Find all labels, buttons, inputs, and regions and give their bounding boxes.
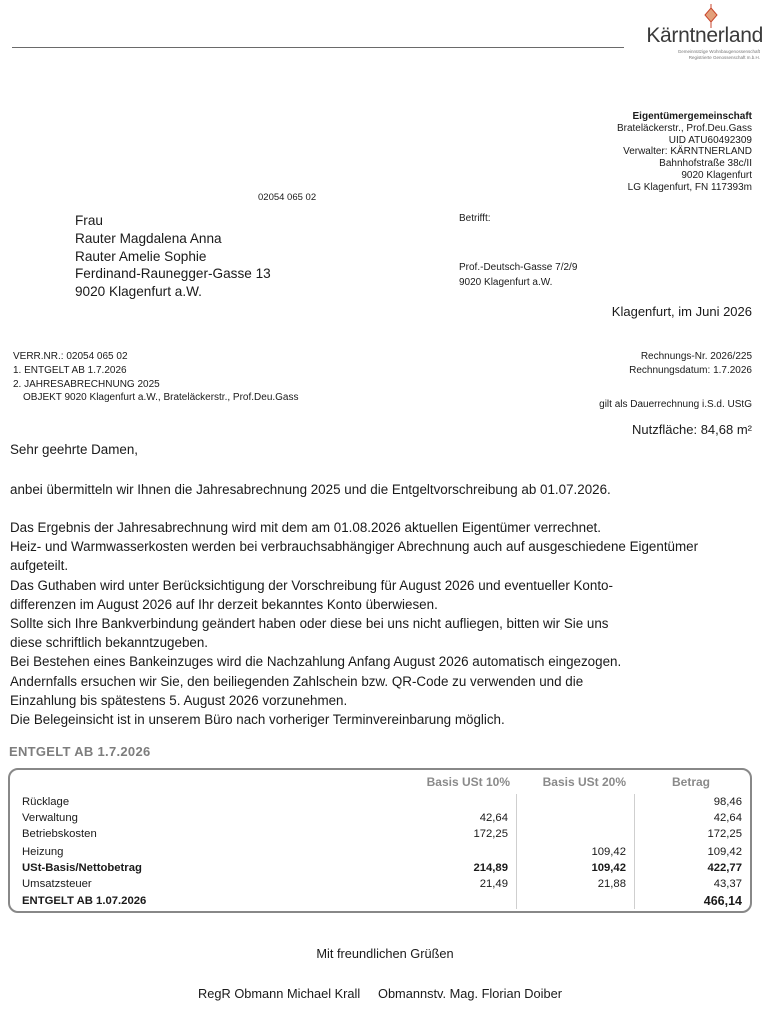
row-label: USt-Basis/Nettobetrag xyxy=(22,862,142,874)
sender-line: LG Klagenfurt, FN 117393m xyxy=(627,181,752,193)
table-row xyxy=(10,877,750,893)
cell-ust10: 172,25 xyxy=(473,828,508,840)
recipient-line: Rauter Magdalena Anna xyxy=(75,230,222,246)
invoice-info xyxy=(629,350,752,378)
reference-block xyxy=(13,350,299,405)
floor-area: Nutzfläche: 84,68 m² xyxy=(632,422,752,437)
sender-line: UID ATU60492309 xyxy=(668,134,752,146)
sender-line: Eigentümergemeinschaft xyxy=(632,111,752,122)
row-label: Betriebskosten xyxy=(22,828,97,840)
paragraph-line: Das Ergebnis der Jahresabrechnung wird mit dem am 01.08.2026 aktuellen Eigentümer verrechnet. xyxy=(10,520,601,535)
cell-amount: 109,42 xyxy=(707,846,742,858)
company-logo xyxy=(626,4,766,64)
paragraph-line: Bei Bestehen eines Bankeinzuges wird die Nachzahlung Anfang August 2026 automatisch eingezogen. xyxy=(10,654,622,670)
cell-amount: 42,64 xyxy=(713,812,742,824)
place-date: Klagenfurt, im Juni 2026 xyxy=(611,304,752,319)
cell-ust20: 109,42 xyxy=(591,846,626,858)
subject-line-1: Prof.-Deutsch-Gasse 7/2/9 xyxy=(459,262,578,273)
intro-text: anbei übermitteln wir Ihnen die Jahresabrechnung 2025 und die Entgeltvorschreibung ab 01.07.2026. xyxy=(10,482,611,497)
column-header-ust10: Basis USt 10% xyxy=(426,775,510,789)
recipient-address xyxy=(75,212,271,301)
recipient-line: Ferdinand-Raunegger-Gasse 13 xyxy=(75,266,271,282)
reference-line: 1. ENTGELT AB 1.7.2026 xyxy=(13,364,127,376)
paragraph-line: Einzahlung bis spätestens 5. August 2026 vorzunehmen. xyxy=(10,692,348,708)
signatories: RegR Obmann Michael Krall Obmannstv. Mag. Florian Doiber xyxy=(198,986,562,1001)
paragraph-line: differenzen im August 2026 auf Ihr derzeit bekanntes Konto überwiesen. xyxy=(10,596,438,612)
row-label: Rücklage xyxy=(22,796,70,808)
cell-amount: 172,25 xyxy=(707,828,742,840)
subject-label: Betrifft: xyxy=(459,213,491,224)
paragraph-line: aufgeteilt. xyxy=(10,558,69,574)
cell-amount: 43,37 xyxy=(713,878,742,890)
paragraph-line: Heiz- und Warmwasserkosten werden bei verbrauchsabhängiger Abrechnung auch auf ausgeschiedene Eigentümer xyxy=(10,539,699,555)
table-row xyxy=(10,845,750,861)
reference-line: VERR.NR.: 02054 065 02 xyxy=(13,351,128,362)
cell-ust10: 21,49 xyxy=(479,878,508,890)
column-header-ust20: Basis USt 20% xyxy=(542,775,626,789)
cell-amount-total: 466,14 xyxy=(703,894,742,908)
table-row-subtotal xyxy=(10,861,750,877)
reference-line: 2. JAHRESABRECHNUNG 2025 xyxy=(13,378,160,390)
account-number: 02054 065 02 xyxy=(258,192,317,203)
row-label: Umsatzsteuer xyxy=(22,878,92,890)
table-row xyxy=(10,827,750,843)
paragraph-line: Andernfalls ersuchen wir Sie, den beiliegenden Zahlschein bzw. QR-Code zu verwenden und die xyxy=(10,673,584,689)
fee-table xyxy=(8,768,752,913)
cell-ust20: 109,42 xyxy=(591,862,626,874)
cell-ust20: 21,88 xyxy=(597,878,626,890)
sender-line: Brateläckerstr., Prof.Deu.Gass xyxy=(616,122,752,134)
sender-line: 9020 Klagenfurt xyxy=(681,169,752,181)
sender-block xyxy=(617,111,752,194)
cell-amount: 98,46 xyxy=(713,796,742,808)
logo-name: Kärntnerland xyxy=(646,24,763,47)
reference-line: OBJEKT 9020 Klagenfurt a.W., Brateläckerstr., Prof.Deu.Gass xyxy=(23,392,299,404)
subject-line-2: 9020 Klagenfurt a.W. xyxy=(459,277,553,288)
table-row xyxy=(10,795,750,811)
sender-line: Verwalter: KÄRNTNERLAND xyxy=(623,146,752,158)
row-label: Heizung xyxy=(22,846,64,858)
sender-line: Bahnhofstraße 38c/II xyxy=(659,158,752,170)
header-rule xyxy=(12,47,624,48)
section-title: ENTGELT AB 1.7.2026 xyxy=(9,744,151,759)
invoice-date: Rechnungsdatum: 1.7.2026 xyxy=(629,364,752,376)
row-label: ENTGELT AB 1.07.2026 xyxy=(22,895,147,907)
recipient-line: 9020 Klagenfurt a.W. xyxy=(75,284,202,300)
recipient-line: Frau xyxy=(75,213,103,228)
cell-ust10: 214,89 xyxy=(473,862,508,874)
logo-subtitle-2: Registrierte Genossenschaft m.b.H. xyxy=(688,55,760,60)
closing-greeting: Mit freundlichen Grüßen xyxy=(316,946,454,961)
paragraph-line: Die Belegeinsicht ist in unserem Büro nach vorheriger Terminvereinbarung möglich. xyxy=(10,712,505,728)
invoice-number: Rechnungs-Nr. 2026/225 xyxy=(640,351,752,362)
salutation: Sehr geehrte Damen, xyxy=(10,442,139,457)
row-label: Verwaltung xyxy=(22,812,78,824)
table-row xyxy=(10,811,750,827)
body-paragraph xyxy=(10,518,698,729)
paragraph-line: Sollte sich Ihre Bankverbindung geändert haben oder diese bei uns nicht aufliegen, bitten wir Sie uns xyxy=(10,616,609,632)
column-header-amount: Betrag xyxy=(671,775,710,789)
paragraph-line: Das Guthaben wird unter Berücksichtigung der Vorschreibung für August 2026 und eventueller Konto- xyxy=(10,577,613,593)
cell-ust10: 42,64 xyxy=(479,812,508,824)
paragraph-line: diese schriftlich bekanntzugeben. xyxy=(10,635,209,651)
table-row-total xyxy=(10,894,750,910)
recipient-line: Rauter Amelie Sophie xyxy=(75,248,207,264)
invoice-note: gilt als Dauerrechnung i.S.d. UStG xyxy=(599,399,752,410)
logo-subtitle-1: Gemeinnützige Wohnbaugenossenschaft xyxy=(677,49,760,54)
cell-amount: 422,77 xyxy=(707,862,742,874)
